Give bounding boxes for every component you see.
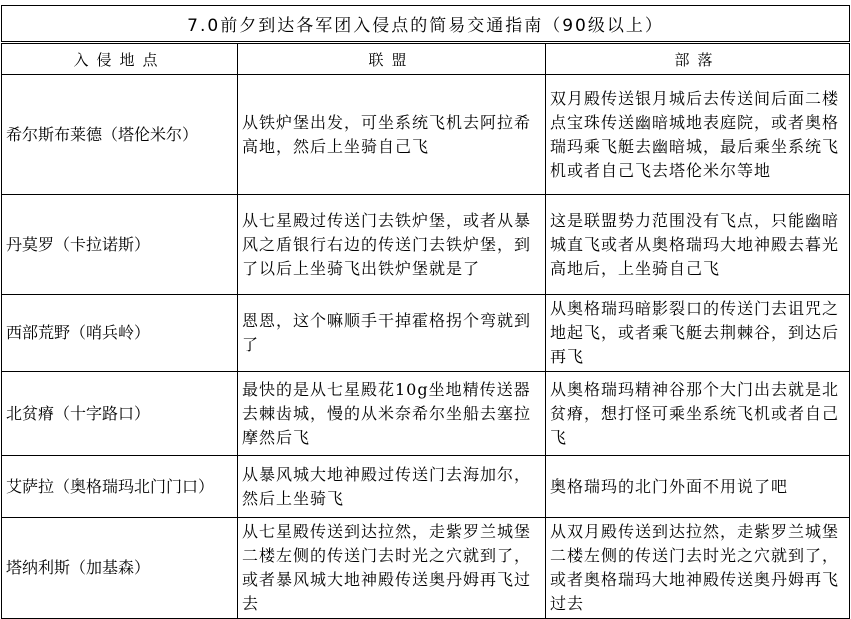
- header-alliance: 联盟: [238, 43, 546, 75]
- location-cell: 塔纳利斯（加基森）: [2, 518, 238, 619]
- header-location: 入侵地点: [2, 43, 238, 75]
- location-cell: 艾萨拉（奥格瑞玛北门门口）: [2, 456, 238, 518]
- header-horde: 部落: [546, 43, 850, 75]
- table-row: [2, 372, 850, 456]
- table-row: [2, 295, 850, 372]
- table-row: [2, 456, 850, 518]
- horde-cell: 奥格瑞玛的北门外面不用说了吧: [546, 456, 850, 518]
- location-cell: 北贫瘠（十字路口）: [2, 372, 238, 456]
- alliance-cell: 恩恩，这个嘛顺手干掉霍格拐个弯就到了: [238, 295, 546, 372]
- horde-cell: 从奥格瑞玛暗影裂口的传送门去诅咒之地起飞，或者乘飞艇去荆棘谷，到达后再飞: [546, 295, 850, 372]
- horde-cell: 从双月殿传送到达拉然，走紫罗兰城堡二楼左侧的传送门去时光之穴就到了，或者奥格瑞玛大地神殿传送奥丹姆再飞过去: [546, 518, 850, 619]
- alliance-cell: 从铁炉堡出发，可坐系统飞机去阿拉希高地，然后上坐骑自己飞: [238, 75, 546, 195]
- transport-guide-table: [1, 5, 850, 619]
- alliance-cell: 从暴风城大地神殿过传送门去海加尔，然后上坐骑飞: [238, 456, 546, 518]
- alliance-cell: 从七星殿传送到达拉然，走紫罗兰城堡二楼左侧的传送门去时光之穴就到了，或者暴风城大地神殿传送奥丹姆再飞过去: [238, 518, 546, 619]
- table-row: [2, 518, 850, 619]
- horde-cell: 这是联盟势力范围没有飞点，只能幽暗城直飞或者从奥格瑞玛大地神殿去暮光高地后，上坐骑自己飞: [546, 195, 850, 295]
- title-row: [2, 6, 850, 43]
- alliance-cell: 最快的是从七星殿花10g坐地精传送器去棘齿城，慢的从米奈希尔坐船去塞拉摩然后飞: [238, 372, 546, 456]
- horde-cell: 从奥格瑞玛精神谷那个大门出去就是北贫瘠，想打怪可乘坐系统飞机或者自己飞: [546, 372, 850, 456]
- horde-cell: 双月殿传送银月城后去传送间后面二楼点宝珠传送幽暗城地表庭院，或者奥格瑞玛乘飞艇去幽暗城，最后乘坐系统飞机或者自己飞去塔伦米尔等地: [546, 75, 850, 195]
- location-cell: 希尔斯布莱德（塔伦米尔）: [2, 75, 238, 195]
- location-cell: 西部荒野（哨兵岭）: [2, 295, 238, 372]
- table-row: [2, 195, 850, 295]
- location-cell: 丹莫罗（卡拉诺斯）: [2, 195, 238, 295]
- header-row: [2, 43, 850, 75]
- table-row: [2, 75, 850, 195]
- alliance-cell: 从七星殿过传送门去铁炉堡，或者从暴风之盾银行右边的传送门去铁炉堡，到了以后上坐骑飞出铁炉堡就是了: [238, 195, 546, 295]
- table-title: 7.0前夕到达各军团入侵点的简易交通指南（90级以上）: [2, 6, 850, 43]
